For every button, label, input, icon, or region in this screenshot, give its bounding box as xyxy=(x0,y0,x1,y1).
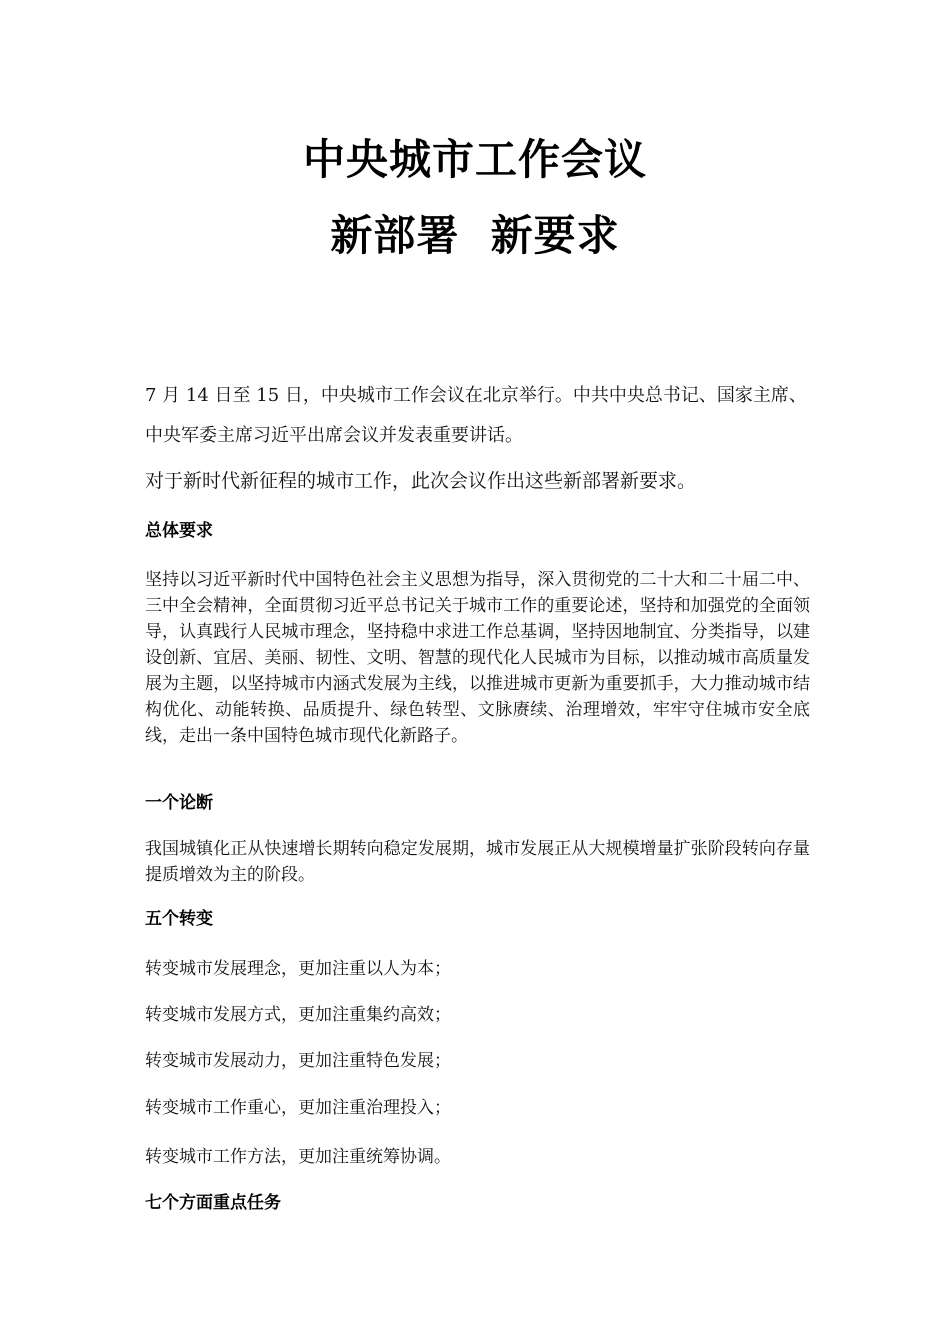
document-title-line-2: 新部署 新要求 xyxy=(330,211,620,260)
list-item: 转变城市工作方法，更加注重统筹协调。 xyxy=(145,1147,451,1167)
section-body-one-judgment: 我国城镇化正从快速增长期转向稳定发展期，城市发展正从大规模增量扩张阶段转向存量提质增效为主的阶段。 xyxy=(145,839,810,885)
list-item: 转变城市工作重心，更加注重治理投入； xyxy=(145,1098,451,1118)
list-item: 转变城市发展理念，更加注重以人为本； xyxy=(145,959,451,979)
intro-paragraph: 7 月 14 日至 15 日，中央城市工作会议在北京举行。中共中央总书记、国家主席、中央军委主席习近平出席会议并发表重要讲话。 xyxy=(145,385,807,446)
list-item: 转变城市发展动力，更加注重特色发展； xyxy=(145,1051,451,1071)
section-heading-seven-key-tasks: 七个方面重点任务 xyxy=(145,1193,281,1213)
list-item: 转变城市发展方式，更加注重集约高效； xyxy=(145,1005,451,1025)
lead-paragraph: 对于新时代新征程的城市工作，此次会议作出这些新部署新要求。 xyxy=(145,470,697,492)
section-heading-overall-requirements: 总体要求 xyxy=(145,521,213,541)
section-heading-five-transformations: 五个转变 xyxy=(145,909,213,929)
section-body-overall-requirements: 坚持以习近平新时代中国特色社会主义思想为指导，深入贯彻党的二十大和二十届二中、三中全会精神，全面贯彻习近平总书记关于城市工作的重要论述，坚持和加强党的全面领导，认真践行人民城市理念，坚持稳中求进工作总基调，坚持因地制宜、分类指导，以建设创新、宜居、美丽、韧性、文明、智慧的现代化人民城市为目标，以推动城市高质量发展为主题，以坚持城市内涵式发展为主线，以推进城市更新为重要抓手，大力推动城市结构优化、动能转换、品质提升、绿色转型、文脉赓续、治理增效，牢牢守住城市安全底线，走出一条中国特色城市现代化新路子。 xyxy=(145,570,810,746)
document-body xyxy=(145,0,810,1344)
document-title-line-1: 中央城市工作会议 xyxy=(302,135,647,184)
section-heading-one-judgment: 一个论断 xyxy=(145,793,213,813)
